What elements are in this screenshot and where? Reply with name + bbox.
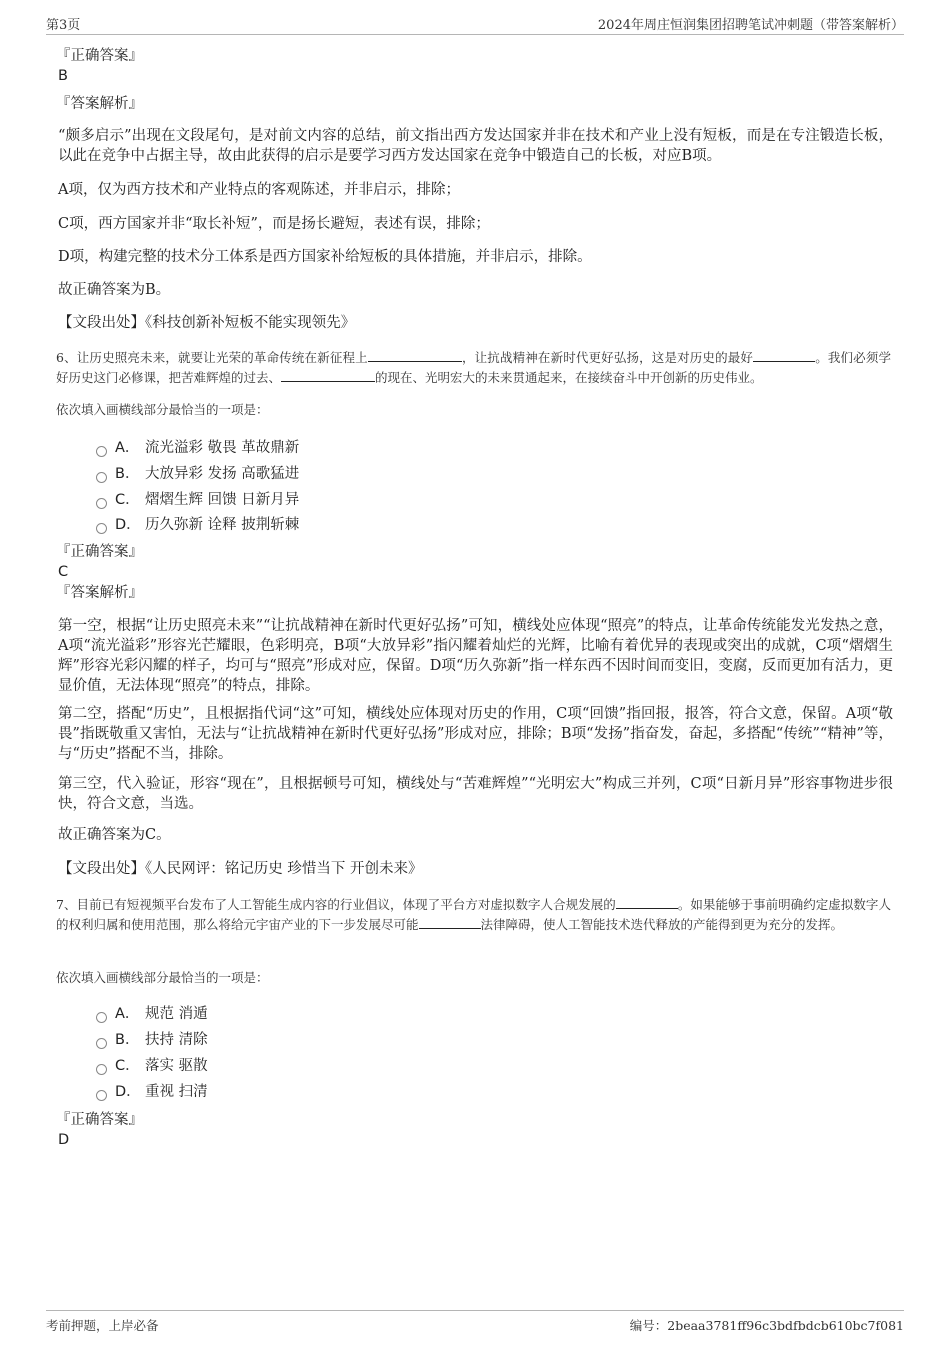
q6-option-a[interactable]: A． 流光溢彩 敬畏 革故鼎新 xyxy=(96,438,299,458)
q6-option-d[interactable]: D． 历久弥新 诠释 披荆斩棘 xyxy=(96,515,299,535)
q7-answer-label: 『正确答案』 xyxy=(56,1112,143,1128)
radio-icon[interactable] xyxy=(96,1012,107,1023)
q5-answer: B xyxy=(58,68,68,84)
radio-icon[interactable] xyxy=(96,498,107,509)
q5-analysis-paragraph: D项，构建完整的技术分工体系是西方国家补给短板的具体措施，并非启示，排除。 xyxy=(58,249,592,265)
document-code: 编号：2beaa3781ff96c3bdfbdcb610bc7f081 xyxy=(629,1318,904,1333)
q7-blank-1 xyxy=(616,896,678,909)
q6-option-c[interactable]: C． 熠熠生辉 回馈 日新月异 xyxy=(96,490,299,510)
q6-analysis-conclusion: 故正确答案为C。 xyxy=(58,827,171,843)
document-title: 2024年周庄恒润集团招聘笔试冲刺题（带答案解析） xyxy=(597,18,904,33)
q5-analysis-label: 『答案解析』 xyxy=(56,96,143,112)
radio-icon[interactable] xyxy=(96,446,107,457)
q7-answer: D xyxy=(58,1132,70,1148)
q6-analysis-paragraph: 第一空，根据“让历史照亮未来”“让抗战精神在新时代更好弘扬”可知，横线处应体现“照亮”的特点，让革命传统能发光发热之意，A项“流光溢彩”形容光芒耀眼，色彩明亮，B项“大放异彩”指闪耀着灿烂的光辉，比喻有着优异的表现或突出的成就，C项“熠熠生辉”形容光彩闪耀的样子，均可与“照亮”形成对应，保留。D项“历久弥新”指一样东西不因时间而变旧，变腐，反而更加有活力，更显价值，无法体现“照亮”的特点，排除。 xyxy=(58,618,893,694)
q6-blank-3 xyxy=(281,369,375,382)
q6-answer: C xyxy=(58,564,69,580)
q7-option-d[interactable]: D． 重视 扫清 xyxy=(96,1082,208,1102)
q6-analysis-paragraph: 第三空，代入验证，形容“现在”，且根据顿号可知，横线处与“苦难辉煌”“光明宏大”构成三并列，C项“日新月异”形容事物进步很快，符合文意，当选。 xyxy=(58,776,893,812)
q6-source: 【文段出处】《人民网评：铭记历史 珍惜当下 开创未来》 xyxy=(58,861,423,877)
radio-icon[interactable] xyxy=(96,523,107,534)
page-footer xyxy=(46,1310,904,1335)
q7-option-a[interactable]: A． 规范 消遁 xyxy=(96,1004,208,1024)
page-number: 第3页 xyxy=(46,18,81,33)
radio-icon[interactable] xyxy=(96,1038,107,1049)
q6-answer-label: 『正确答案』 xyxy=(56,544,143,560)
q6-analysis-paragraph: 第二空，搭配“历史”，且根据指代词“这”可知，横线处应体现对历史的作用，C项“回馈”指回报，报答，符合文意，保留。A项“敬畏”指既敬重又害怕，无法与“让抗战精神在新时代更好弘扬”形成对应，排除；B项“发扬”指奋发，奋起，多搭配“传统”“精神”等，与“历史”搭配不当，排除。 xyxy=(58,706,893,762)
q6-instruction: 依次填入画横线部分最恰当的一项是： xyxy=(56,402,269,417)
q5-analysis-paragraph: C项，西方国家并非“取长补短”，而是扬长避短，表述有误，排除； xyxy=(58,216,490,232)
q5-analysis-conclusion: 故正确答案为B。 xyxy=(58,282,171,298)
q6-blank-1 xyxy=(368,349,462,362)
q6-analysis-label: 『答案解析』 xyxy=(56,585,143,601)
q7-option-b[interactable]: B． 扶持 清除 xyxy=(96,1030,208,1050)
q5-analysis-paragraph: “颇多启示”出现在文段尾句，是对前文内容的总结，前文指出西方发达国家并非在技术和产业上没有短板，而是在专注锻造长板，以此在竞争中占据主导，故由此获得的启示是要学习西方发达国家在竞争中锻造自己的长板，对应B项。 xyxy=(58,128,893,164)
q7-stem: 7、目前已有短视频平台发布了人工智能生成内容的行业倡议，体现了平台方对虚拟数字人合规发展的 。如果能够于事前明确约定虚拟数字人的权利归属和使用范围，那么将给元宇宙产业的下一步发展尽可能 法律障碍，使人工智能技术迭代释放的产能得到更为充分的发挥。 xyxy=(56,897,891,932)
q5-analysis-paragraph: A项，仅为西方技术和产业特点的客观陈述，并非启示，排除； xyxy=(58,182,460,198)
q6-stem: 6、让历史照亮未来，就要让光荣的革命传统在新征程上 ，让抗战精神在新时代更好弘扬，这是对历史的最好 。我们必须学好历史这门必修课，把苦难辉煌的过去、 的现在、光明宏大的未来贯通起来，在接续奋斗中开创新的历史伟业。 xyxy=(56,350,891,385)
radio-icon[interactable] xyxy=(96,472,107,483)
radio-icon[interactable] xyxy=(96,1064,107,1075)
q5-source: 【文段出处】《科技创新补短板不能实现领先》 xyxy=(58,315,356,331)
q5-answer-label: 『正确答案』 xyxy=(56,48,143,64)
footer-slogan: 考前押题，上岸必备 xyxy=(46,1318,159,1333)
radio-icon[interactable] xyxy=(96,1090,107,1101)
page-header xyxy=(46,14,904,35)
q7-option-c[interactable]: C． 落实 驱散 xyxy=(96,1056,208,1076)
q6-blank-2 xyxy=(753,349,815,362)
q7-blank-2 xyxy=(419,916,481,929)
q6-option-b[interactable]: B． 大放异彩 发扬 高歌猛进 xyxy=(96,464,299,484)
q7-instruction: 依次填入画横线部分最恰当的一项是： xyxy=(56,970,269,985)
